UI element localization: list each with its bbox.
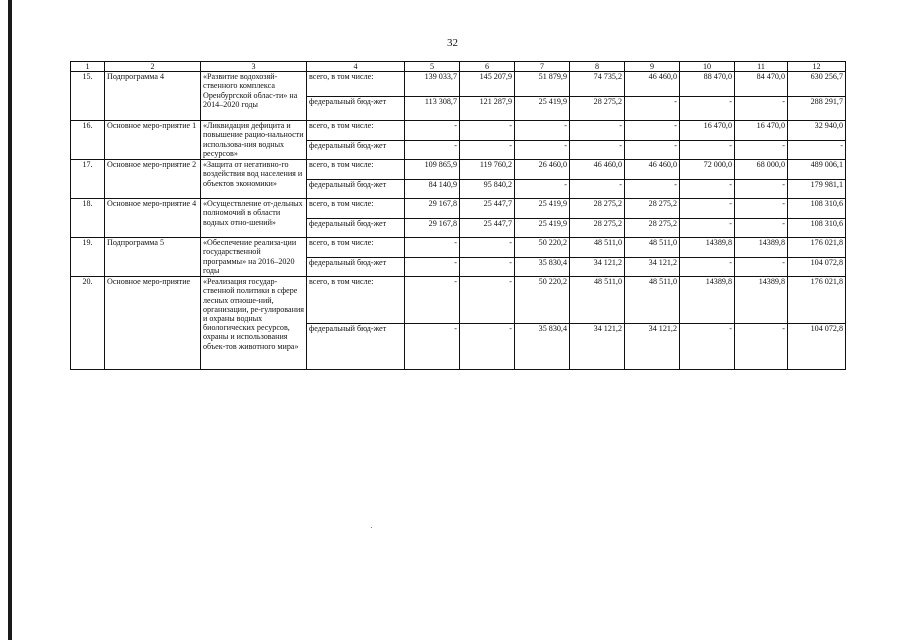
value-cell: 28 275,2	[570, 199, 625, 219]
value-cell: 145 207,9	[460, 72, 515, 97]
value-cell: 48 511,0	[625, 277, 680, 324]
row-number: 16.	[71, 121, 105, 160]
value-cell: 176 021,8	[788, 277, 846, 324]
value-cell: 16 470,0	[735, 121, 788, 141]
scan-speck	[371, 527, 372, 528]
value-cell: -	[735, 179, 788, 199]
value-cell: 176 021,8	[788, 238, 846, 258]
value-cell: -	[735, 199, 788, 219]
value-cell: -	[735, 218, 788, 238]
funding-source: всего, в том числе:	[307, 277, 405, 324]
value-cell: 25 419,9	[515, 199, 570, 219]
value-cell: 51 879,9	[515, 72, 570, 97]
header-cell: 11	[735, 62, 788, 72]
value-cell: -	[788, 140, 846, 160]
table-body	[71, 72, 846, 370]
value-cell: 29 167,8	[405, 218, 460, 238]
value-cell: 104 072,8	[788, 257, 846, 277]
header-cell: 3	[201, 62, 307, 72]
value-cell: 29 167,8	[405, 199, 460, 219]
value-cell: -	[405, 238, 460, 258]
table-row	[71, 238, 846, 258]
value-cell: 139 033,7	[405, 72, 460, 97]
value-cell: -	[460, 140, 515, 160]
value-cell: -	[405, 257, 460, 277]
value-cell: 104 072,8	[788, 323, 846, 370]
value-cell: 34 121,2	[570, 323, 625, 370]
value-cell: 50 220,2	[515, 277, 570, 324]
value-cell: 46 460,0	[625, 72, 680, 97]
value-cell: 50 220,2	[515, 238, 570, 258]
header-cell: 6	[460, 62, 515, 72]
value-cell: -	[570, 179, 625, 199]
value-cell: 26 460,0	[515, 160, 570, 180]
program-description: «Ликвидация дефицита и повышение рацио-нальности использова-ния водных ресурсов»	[201, 121, 307, 160]
value-cell: 14389,8	[680, 277, 735, 324]
value-cell: 14389,8	[680, 238, 735, 258]
value-cell: 28 275,2	[625, 199, 680, 219]
value-cell: 74 735,2	[570, 72, 625, 97]
header-cell: 8	[570, 62, 625, 72]
table-row	[71, 277, 846, 324]
header-cell: 12	[788, 62, 846, 72]
value-cell: 34 121,2	[570, 257, 625, 277]
value-cell: -	[515, 179, 570, 199]
value-cell: 16 470,0	[680, 121, 735, 141]
value-cell: 28 275,2	[570, 218, 625, 238]
funding-source: федеральный бюд-жет	[307, 257, 405, 277]
value-cell: -	[460, 277, 515, 324]
funding-source: федеральный бюд-жет	[307, 218, 405, 238]
value-cell: -	[570, 140, 625, 160]
row-number: 15.	[71, 72, 105, 121]
value-cell: -	[625, 96, 680, 121]
row-number: 18.	[71, 199, 105, 238]
value-cell: 84 470,0	[735, 72, 788, 97]
value-cell: 25 447,7	[460, 199, 515, 219]
value-cell: 119 760,2	[460, 160, 515, 180]
value-cell: -	[460, 323, 515, 370]
funding-source: всего, в том числе:	[307, 121, 405, 141]
value-cell: 25 419,9	[515, 96, 570, 121]
header-cell: 5	[405, 62, 460, 72]
value-cell: 108 310,6	[788, 218, 846, 238]
value-cell: 48 511,0	[625, 238, 680, 258]
value-cell: -	[405, 323, 460, 370]
header-cell: 1	[71, 62, 105, 72]
program-description: «Защита от негативно-го воздействия вод населения и объектов экономики»	[201, 160, 307, 199]
value-cell: -	[405, 121, 460, 141]
value-cell: -	[735, 96, 788, 121]
value-cell: -	[405, 140, 460, 160]
header-cell: 7	[515, 62, 570, 72]
program-description: «Осуществление от-дельных полномочий в области водных отно-шений»	[201, 199, 307, 238]
value-cell: 109 865,9	[405, 160, 460, 180]
funding-source: федеральный бюд-жет	[307, 96, 405, 121]
value-cell: -	[625, 140, 680, 160]
value-cell: -	[460, 238, 515, 258]
table-row	[71, 199, 846, 219]
value-cell: -	[680, 323, 735, 370]
value-cell: 14389,8	[735, 238, 788, 258]
value-cell: 121 287,9	[460, 96, 515, 121]
header-cell: 9	[625, 62, 680, 72]
table-row	[71, 72, 846, 97]
funding-source: всего, в том числе:	[307, 238, 405, 258]
funding-source: федеральный бюд-жет	[307, 179, 405, 199]
value-cell: 113 308,7	[405, 96, 460, 121]
value-cell: -	[680, 96, 735, 121]
value-cell: 88 470,0	[680, 72, 735, 97]
funding-source: всего, в том числе:	[307, 160, 405, 180]
program-name: Подпрограмма 4	[105, 72, 201, 121]
row-number: 19.	[71, 238, 105, 277]
value-cell: -	[515, 121, 570, 141]
table-row	[71, 160, 846, 180]
header-cell: 2	[105, 62, 201, 72]
value-cell: -	[680, 179, 735, 199]
header-row	[71, 62, 846, 72]
row-number: 17.	[71, 160, 105, 199]
program-name: Подпрограмма 5	[105, 238, 201, 277]
value-cell: -	[680, 199, 735, 219]
value-cell: -	[625, 179, 680, 199]
program-name: Основное меро-приятие	[105, 277, 201, 370]
table-row	[71, 121, 846, 141]
funding-source: всего, в том числе:	[307, 72, 405, 97]
value-cell: -	[735, 140, 788, 160]
funding-source: федеральный бюд-жет	[307, 140, 405, 160]
value-cell: -	[680, 257, 735, 277]
program-description: «Развитие водохозяй-ственного комплекса Оренбургской облас-ти» на 2014–2020 годы	[201, 72, 307, 121]
value-cell: 32 940,0	[788, 121, 846, 141]
value-cell: 46 460,0	[625, 160, 680, 180]
value-cell: 28 275,2	[625, 218, 680, 238]
value-cell: 48 511,0	[570, 277, 625, 324]
value-cell: -	[570, 121, 625, 141]
value-cell: 95 840,2	[460, 179, 515, 199]
value-cell: -	[405, 277, 460, 324]
value-cell: 84 140,9	[405, 179, 460, 199]
value-cell: 35 830,4	[515, 323, 570, 370]
value-cell: 72 000,0	[680, 160, 735, 180]
value-cell: 179 981,1	[788, 179, 846, 199]
program-name: Основное меро-приятие 4	[105, 199, 201, 238]
program-name: Основное меро-приятие 1	[105, 121, 201, 160]
value-cell: 288 291,7	[788, 96, 846, 121]
value-cell: 630 256,7	[788, 72, 846, 97]
program-description: «Обеспечение реализа-ции государственной программы» на 2016–2020 годы	[201, 238, 307, 277]
value-cell: -	[735, 323, 788, 370]
value-cell: 68 000,0	[735, 160, 788, 180]
value-cell: 46 460,0	[570, 160, 625, 180]
value-cell: 489 006,1	[788, 160, 846, 180]
value-cell: -	[680, 218, 735, 238]
value-cell: 35 830,4	[515, 257, 570, 277]
header-cell: 10	[680, 62, 735, 72]
program-name: Основное меро-приятие 2	[105, 160, 201, 199]
program-description: «Реализация государ-ственной политики в сфере лесных отноше-ний, организации, ре-гулирования и охраны водных биологических ресурсов, охраны и использования объек-тов животного мира»	[201, 277, 307, 370]
value-cell: 48 511,0	[570, 238, 625, 258]
value-cell: 28 275,2	[570, 96, 625, 121]
value-cell: 34 121,2	[625, 257, 680, 277]
page-binding-edge	[8, 0, 12, 640]
page-number: 32	[447, 37, 458, 49]
row-number: 20.	[71, 277, 105, 370]
budget-table	[70, 61, 846, 370]
funding-source: федеральный бюд-жет	[307, 323, 405, 370]
value-cell: -	[460, 257, 515, 277]
value-cell: 25 419,9	[515, 218, 570, 238]
value-cell: -	[625, 121, 680, 141]
value-cell: -	[735, 257, 788, 277]
value-cell: -	[680, 140, 735, 160]
value-cell: 14389,8	[735, 277, 788, 324]
value-cell: 25 447,7	[460, 218, 515, 238]
header-cell: 4	[307, 62, 405, 72]
value-cell: 34 121,2	[625, 323, 680, 370]
value-cell: -	[460, 121, 515, 141]
value-cell: 108 310,6	[788, 199, 846, 219]
value-cell: -	[515, 140, 570, 160]
funding-source: всего, в том числе:	[307, 199, 405, 219]
